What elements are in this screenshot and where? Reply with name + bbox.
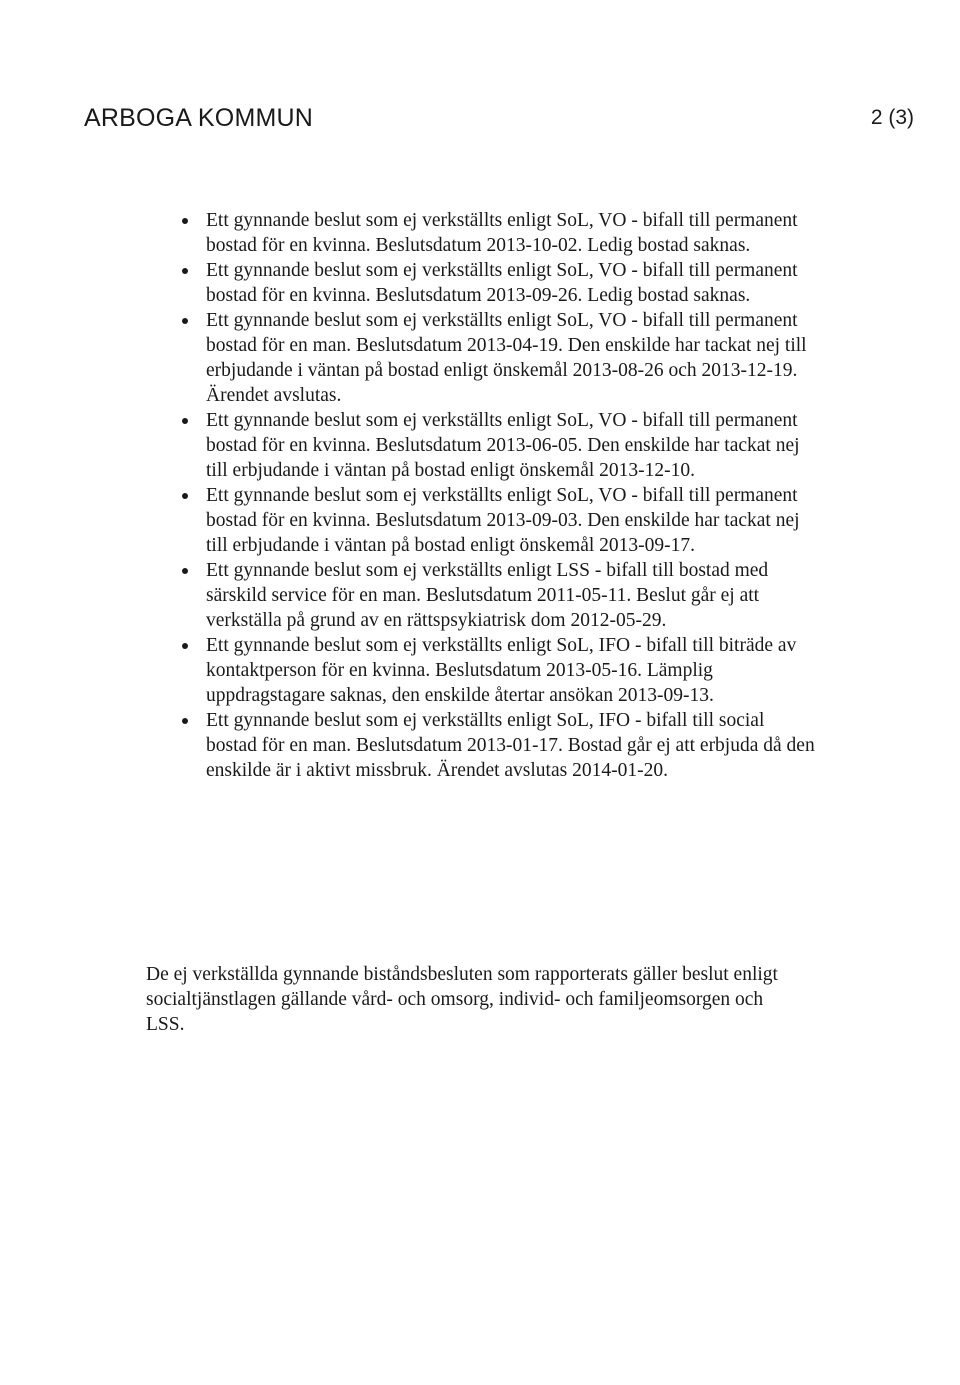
bullet-icon [182,218,188,224]
list-item [180,208,820,258]
decision-list [180,208,820,783]
bullet-icon [182,493,188,499]
list-item-text: Ett gynnande beslut som ej verkställts enligt SoL, VO - bifall till permanent bostad för en kvinna. Beslutsdatum 2013-09-03. Den enskilde har tackat nej till erbjudande i väntan på bostad enligt önskemål 2013-09-17. [206,485,800,556]
bullet-icon [182,718,188,724]
list-item-text: Ett gynnande beslut som ej verkställts enligt LSS - bifall till bostad med särskild service för en man. Beslutsdatum 2011-05-11. Beslut går ej att verkställa på grund av en rättspsykiatrisk dom 2012-05-29. [206,560,769,631]
page-header [84,104,914,138]
bullet-icon [182,643,188,649]
list-item-text: Ett gynnande beslut som ej verkställts enligt SoL, IFO - bifall till biträde av kontaktperson för en kvinna. Beslutsdatum 2013-05-16. Lämplig uppdragstagare saknas, den enskilde återtar ansökan 2013-09-13. [206,635,797,706]
list-item [180,308,820,408]
list-item-text: Ett gynnande beslut som ej verkställts enligt SoL, IFO - bifall till social bostad för en man. Beslutsdatum 2013-01-17. Bostad går ej att erbjuda då den enskilde är i aktivt missbruk. Ärendet avslutas 2014-01-20. [206,710,815,781]
bullet-icon [182,318,188,324]
list-item [180,633,820,708]
summary-paragraph: De ej verkställda gynnande biståndsbesluten som rapporterats gäller beslut enligt socialtjänstlagen gällande vård- och omsorg, individ- och familjeomsorgen och LSS. [146,964,778,1035]
list-item [180,483,820,558]
list-item-text: Ett gynnande beslut som ej verkställts enligt SoL, VO - bifall till permanent bostad för en man. Beslutsdatum 2013-04-19. Den enskilde har tackat nej till erbjudande i väntan på bostad enligt önskemål 2013-08-26 och 2013-12-19. Ärendet avslutas. [206,310,807,406]
list-item-text: Ett gynnande beslut som ej verkställts enligt SoL, VO - bifall till permanent bostad för en kvinna. Beslutsdatum 2013-06-05. Den enskilde har tackat nej till erbjudande i väntan på bostad enligt önskemål 2013-12-10. [206,410,800,481]
list-item-text: Ett gynnande beslut som ej verkställts enligt SoL, VO - bifall till permanent bostad för en kvinna. Beslutsdatum 2013-10-02. Ledig bostad saknas. [206,210,798,256]
list-item [180,558,820,633]
bullet-icon [182,568,188,574]
list-item-text: Ett gynnande beslut som ej verkställts enligt SoL, VO - bifall till permanent bostad för en kvinna. Beslutsdatum 2013-09-26. Ledig bostad saknas. [206,260,798,306]
list-item [180,408,820,483]
list-item [180,708,820,783]
bullet-icon [182,418,188,424]
page-number: 2 (3) [870,106,914,129]
organization-name: ARBOGA KOMMUN [84,104,314,132]
list-item [180,258,820,308]
bullet-icon [182,268,188,274]
